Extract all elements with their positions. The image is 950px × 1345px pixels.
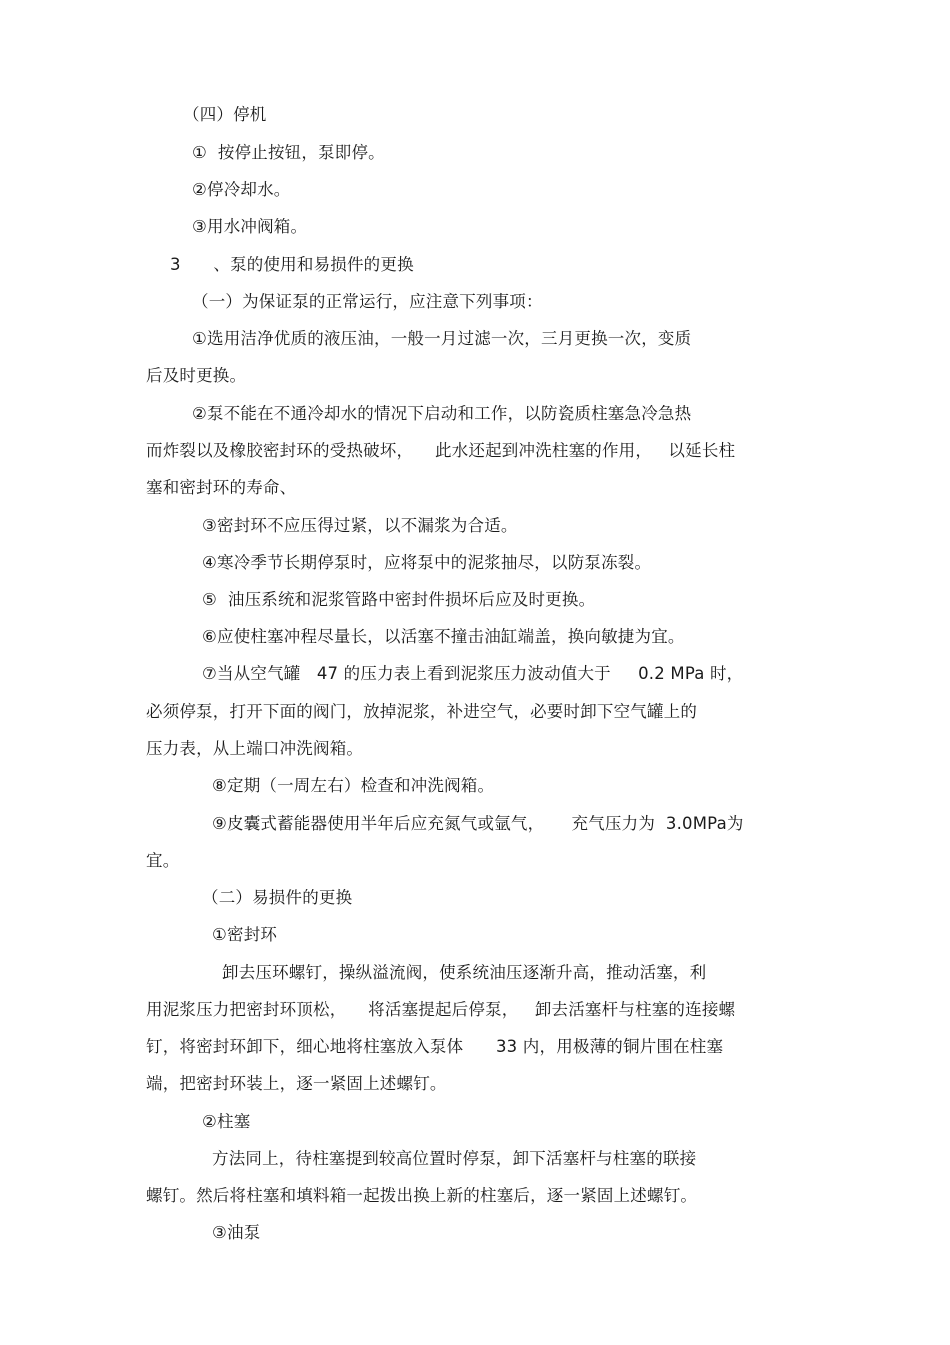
text-line: ⑧定期（一周左右）检查和冲洗阀箱。 — [212, 776, 495, 795]
subsection-heading: （一）为保证泵的正常运行，应注意下列事项： — [192, 292, 543, 311]
text-line: 钉，将密封环卸下，细心地将柱塞放入泵体 33 内，用极薄的铜片围在柱塞 — [146, 1037, 724, 1056]
text-line: 螺钉。然后将柱塞和填料箱一起拨出换上新的柱塞后，逐一紧固上述螺钉。 — [146, 1186, 698, 1205]
text-line: ②泵不能在不通冷却水的情况下启动和工作，以防瓷质柱塞急冷急热 — [192, 404, 692, 423]
text-line: 宜。 — [146, 851, 180, 870]
text-line: 必须停泵，打开下面的阀门，放掉泥浆，补进空气，必要时卸下空气罐上的 — [146, 702, 698, 721]
subsection-heading: （二）易损件的更换 — [202, 888, 353, 907]
text-line: 而炸裂以及橡胶密封环的受热破坏， 此水还起到冲洗柱塞的作用， 以延长柱 — [146, 441, 736, 460]
text-line: 塞和密封环的寿命、 — [146, 478, 297, 497]
text-line: ③密封环不应压得过紧，以不漏浆为合适。 — [202, 516, 518, 535]
text-line: 后及时更换。 — [146, 366, 247, 385]
text-line: 用泥浆压力把密封环顶松， 将活塞提起后停泵， 卸去活塞杆与柱塞的连接螺 — [146, 1000, 736, 1019]
text-line: ④寒冷季节长期停泵时，应将泵中的泥浆抽尽，以防泵冻裂。 — [202, 553, 652, 572]
text-line: 卸去压环螺钉，操纵溢流阀，使系统油压逐渐升高，推动活塞，利 — [222, 963, 707, 982]
text-line: ②停冷却水。 — [192, 180, 291, 199]
section-heading: （四）停机 — [183, 105, 267, 124]
text-line: ③油泵 — [212, 1223, 261, 1242]
text-line: ②柱塞 — [202, 1112, 251, 1131]
text-line: ①选用洁净优质的液压油，一般一月过滤一次，三月更换一次，变质 — [192, 329, 692, 348]
text-line: ①密封环 — [212, 925, 278, 944]
text-line: ③用水冲阀箱。 — [192, 217, 308, 236]
text-line: 方法同上，待柱塞提到较高位置时停泵，卸下活塞杆与柱塞的联接 — [212, 1149, 697, 1168]
text-line: ⑤ 油压系统和泥浆管路中密封件损坏后应及时更换。 — [202, 590, 596, 609]
section-heading: 3 、泵的使用和易损件的更换 — [170, 255, 414, 274]
text-line: ⑨皮囊式蓄能器使用半年后应充氮气或氩气， 充气压力为 3.0MPa为 — [212, 814, 744, 833]
text-line: 压力表，从上端口冲洗阀箱。 — [146, 739, 364, 758]
text-line: 端，把密封环装上，逐一紧固上述螺钉。 — [146, 1074, 447, 1093]
text-line: ⑦当从空气罐 47 的压力表上看到泥浆压力波动值大于 0.2 MPa 时， — [202, 664, 744, 683]
text-line: ⑥应使柱塞冲程尽量长，以活塞不撞击油缸端盖，换向敏捷为宜。 — [202, 627, 685, 646]
text-line: ① 按停止按钮，泵即停。 — [192, 143, 385, 162]
